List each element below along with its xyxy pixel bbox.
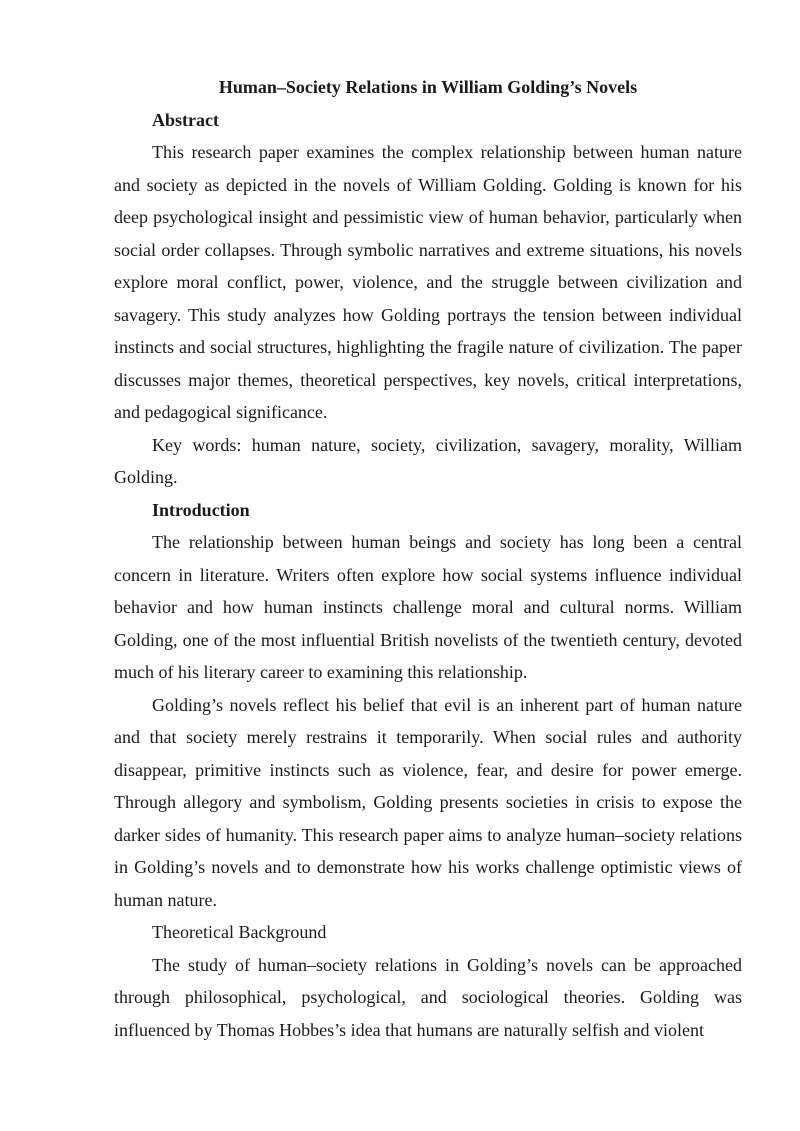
theory-paragraph-1: The study of human–society relations in Golding’s novels can be approached through philosophical, psychological, and sociological theories. Golding was influenced by Thomas Hobbes’s idea that humans are naturally selfish and violent bbox=[114, 954, 742, 1040]
keywords-paragraph: Key words: human nature, society, civilization, savagery, morality, William Golding. bbox=[114, 434, 742, 487]
abstract-heading: Abstract bbox=[152, 109, 219, 130]
paper-title: Human–Society Relations in William Golding’s Novels bbox=[218, 77, 638, 97]
introduction-paragraph-2: Golding’s novels reflect his belief that evil is an inherent part of human nature and that society merely restrains it temporarily. When social rules and authority disappear, primitive instincts such as violence, fear, and desire for power emerge. Through allegory and symbolism, Golding presents societies in crisis to expose the darker sides of humanity. This research paper aims to analyze human–society relations in Golding’s novels and to demonstrate how his works challenge optimistic views of human nature. bbox=[114, 694, 742, 910]
page-content bbox=[114, 71, 742, 1046]
abstract-paragraph: This research paper examines the complex relationship between human nature and society as depicted in the novels of William Golding. Golding is known for his deep psychological insight and pessimistic view of human behavior, particularly when social order collapses. Through symbolic narratives and extreme situations, his novels explore moral conflict, power, violence, and the struggle between civilization and savagery. This study analyzes how Golding portrays the tension between individual instincts and social structures, highlighting the fragile nature of civilization. The paper discusses major themes, theoretical perspectives, key novels, critical interpretations, and pedagogical significance. bbox=[114, 142, 742, 422]
introduction-paragraph-1: The relationship between human beings and society has long been a central concern in literature. Writers often explore how social systems influence individual behavior and how human instincts challenge moral and cultural norms. William Golding, one of the most influential British novelists of the twentieth century, devoted much of his literary career to examining this relationship. bbox=[114, 532, 742, 682]
introduction-heading: Introduction bbox=[152, 499, 250, 520]
theory-heading: Theoretical Background bbox=[152, 922, 327, 942]
